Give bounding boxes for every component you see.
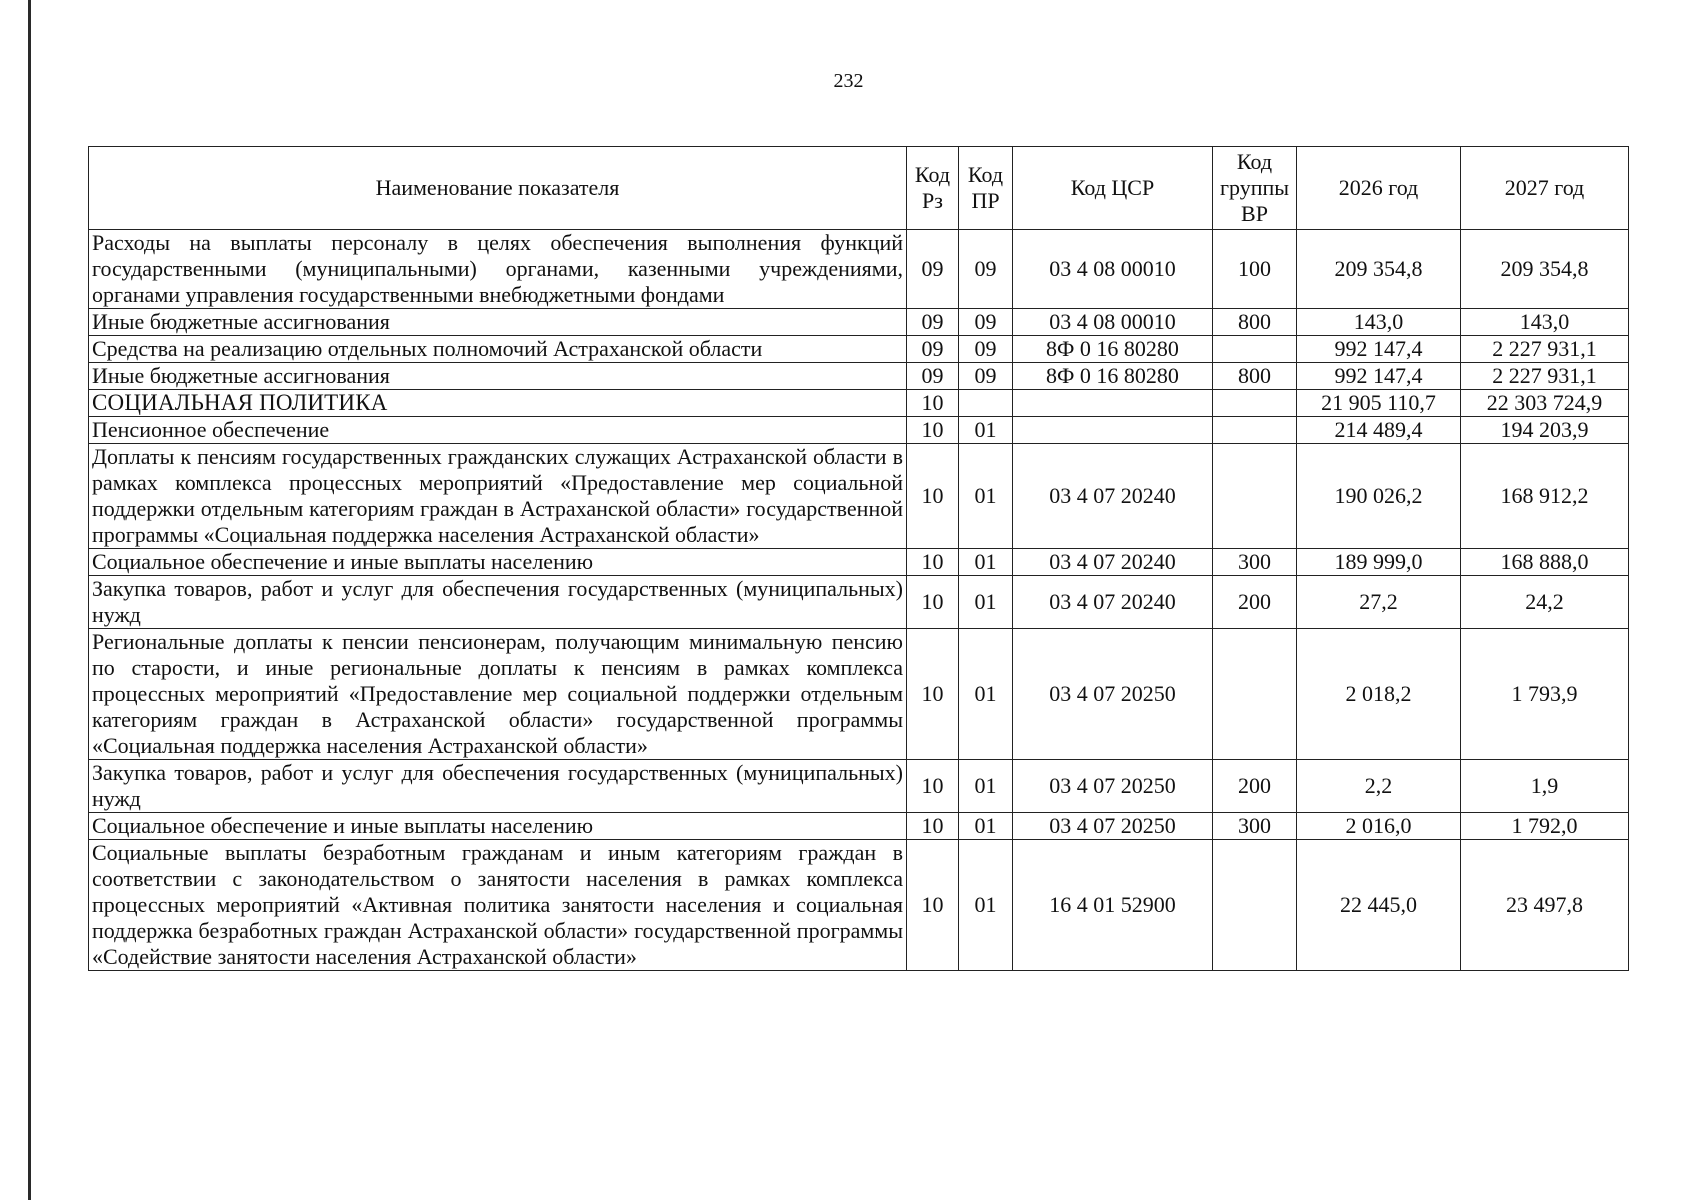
row-name: Иные бюджетные ассигнования: [89, 363, 907, 390]
header-rz: Код Рз: [907, 147, 959, 230]
header-csr: Код ЦСР: [1013, 147, 1213, 230]
row-name: Социальные выплаты безработным гражданам и иным категориям граждан в соответствии с законодательством о занятости населения в рамках комплекса процессных мероприятий «Активная политика занятости населения и социальная поддержка безработных граждан Астраханской области» государственной программы «Содействие занятости населения Астраханской области»: [89, 840, 907, 971]
row-csr: 03 4 07 20240: [1013, 549, 1213, 576]
header-2026: 2026 год: [1297, 147, 1461, 230]
row-rz: 10: [907, 390, 959, 417]
row-name: Региональные доплаты к пенсии пенсионерам, получающим минимальную пенсию по старости, и иные региональные доплаты к пенсиям в рамках комплекса процессных мероприятий «Предоставление мер социальной поддержки отдельным категориям граждан в Астраханской области» государственной программы «Социальная поддержка населения Астраханской области»: [89, 629, 907, 760]
budget-table: [88, 146, 1629, 971]
row-name: Доплаты к пенсиям государственных гражданских служащих Астраханской области в рамках комплекса процессных мероприятий «Предоставление мер социальной поддержки отдельным категориям граждан в Астраханской области» государственной программы «Социальная поддержка населения Астраханской области»: [89, 444, 907, 549]
table-row: [89, 444, 1629, 549]
row-pr: 09: [959, 230, 1013, 309]
row-vr: 800: [1213, 309, 1297, 336]
page-margin-rule: [28, 0, 31, 1200]
row-vr: [1213, 840, 1297, 971]
table-row: [89, 549, 1629, 576]
row-2027: 194 203,9: [1461, 417, 1629, 444]
table-row: [89, 417, 1629, 444]
row-name: Средства на реализацию отдельных полномочий Астраханской области: [89, 336, 907, 363]
row-vr: [1213, 417, 1297, 444]
row-vr: [1213, 336, 1297, 363]
row-2027: 168 888,0: [1461, 549, 1629, 576]
row-2026: 190 026,2: [1297, 444, 1461, 549]
row-pr: 09: [959, 363, 1013, 390]
row-pr: 01: [959, 813, 1013, 840]
table-row: [89, 336, 1629, 363]
row-vr: 100: [1213, 230, 1297, 309]
page-number: 232: [833, 70, 864, 92]
table-header-row: [89, 147, 1629, 230]
row-vr: 300: [1213, 549, 1297, 576]
row-name: Социальное обеспечение и иные выплаты населению: [89, 813, 907, 840]
header-name: Наименование показателя: [89, 147, 907, 230]
row-rz: 09: [907, 309, 959, 336]
row-2027: 1,9: [1461, 760, 1629, 813]
table-row: [89, 629, 1629, 760]
row-2026: 992 147,4: [1297, 363, 1461, 390]
row-vr: 200: [1213, 576, 1297, 629]
row-pr: 01: [959, 576, 1013, 629]
row-2027: 2 227 931,1: [1461, 336, 1629, 363]
row-2026: 992 147,4: [1297, 336, 1461, 363]
header-pr: Код ПР: [959, 147, 1013, 230]
row-2027: 2 227 931,1: [1461, 363, 1629, 390]
row-rz: 10: [907, 629, 959, 760]
row-csr: [1013, 390, 1213, 417]
row-2026: 189 999,0: [1297, 549, 1461, 576]
row-csr: 8Ф 0 16 80280: [1013, 363, 1213, 390]
row-rz: 10: [907, 840, 959, 971]
row-2026: 2,2: [1297, 760, 1461, 813]
header-2027: 2027 год: [1461, 147, 1629, 230]
row-2027: 168 912,2: [1461, 444, 1629, 549]
row-2027: 22 303 724,9: [1461, 390, 1629, 417]
row-csr: 16 4 01 52900: [1013, 840, 1213, 971]
row-2027: 1 793,9: [1461, 629, 1629, 760]
row-2027: 1 792,0: [1461, 813, 1629, 840]
row-vr: 800: [1213, 363, 1297, 390]
row-rz: 10: [907, 444, 959, 549]
row-vr: 300: [1213, 813, 1297, 840]
row-csr: 03 4 08 00010: [1013, 309, 1213, 336]
row-pr: 01: [959, 840, 1013, 971]
row-name: Закупка товаров, работ и услуг для обеспечения государственных (муниципальных) нужд: [89, 760, 907, 813]
row-csr: 03 4 07 20250: [1013, 813, 1213, 840]
table-row: [89, 576, 1629, 629]
row-2026: 209 354,8: [1297, 230, 1461, 309]
table-row: [89, 309, 1629, 336]
row-2026: 27,2: [1297, 576, 1461, 629]
row-pr: 01: [959, 760, 1013, 813]
row-vr: [1213, 390, 1297, 417]
row-2027: 23 497,8: [1461, 840, 1629, 971]
row-vr: [1213, 444, 1297, 549]
row-name: Иные бюджетные ассигнования: [89, 309, 907, 336]
row-2027: 143,0: [1461, 309, 1629, 336]
row-rz: 09: [907, 336, 959, 363]
row-rz: 10: [907, 813, 959, 840]
table-row: [89, 840, 1629, 971]
table-row: [89, 230, 1629, 309]
row-csr: 8Ф 0 16 80280: [1013, 336, 1213, 363]
row-rz: 09: [907, 363, 959, 390]
row-pr: 01: [959, 629, 1013, 760]
row-rz: 10: [907, 417, 959, 444]
table-row: [89, 363, 1629, 390]
row-csr: 03 4 08 00010: [1013, 230, 1213, 309]
row-csr: 03 4 07 20250: [1013, 629, 1213, 760]
table-row: [89, 813, 1629, 840]
row-2027: 24,2: [1461, 576, 1629, 629]
table-row: [89, 760, 1629, 813]
row-rz: 10: [907, 760, 959, 813]
row-csr: 03 4 07 20240: [1013, 576, 1213, 629]
row-rz: 09: [907, 230, 959, 309]
row-2026: 2 018,2: [1297, 629, 1461, 760]
row-pr: 01: [959, 417, 1013, 444]
row-pr: [959, 390, 1013, 417]
row-2026: 21 905 110,7: [1297, 390, 1461, 417]
row-name: СОЦИАЛЬНАЯ ПОЛИТИКА: [89, 390, 907, 417]
row-name: Пенсионное обеспечение: [89, 417, 907, 444]
row-vr: 200: [1213, 760, 1297, 813]
row-pr: 09: [959, 309, 1013, 336]
row-pr: 01: [959, 444, 1013, 549]
row-rz: 10: [907, 549, 959, 576]
row-pr: 09: [959, 336, 1013, 363]
row-name: Социальное обеспечение и иные выплаты населению: [89, 549, 907, 576]
row-2026: 214 489,4: [1297, 417, 1461, 444]
row-vr: [1213, 629, 1297, 760]
row-csr: 03 4 07 20240: [1013, 444, 1213, 549]
row-2026: 143,0: [1297, 309, 1461, 336]
row-csr: [1013, 417, 1213, 444]
row-2026: 2 016,0: [1297, 813, 1461, 840]
row-name: Закупка товаров, работ и услуг для обеспечения государственных (муниципальных) нужд: [89, 576, 907, 629]
header-vr: Код группы ВР: [1213, 147, 1297, 230]
table-row-section: [89, 390, 1629, 417]
row-csr: 03 4 07 20250: [1013, 760, 1213, 813]
row-2026: 22 445,0: [1297, 840, 1461, 971]
row-2027: 209 354,8: [1461, 230, 1629, 309]
row-rz: 10: [907, 576, 959, 629]
row-name: Расходы на выплаты персоналу в целях обеспечения выполнения функций государственными (муниципальными) органами, казенными учреждениями, органами управления государственными внебюджетными фондами: [89, 230, 907, 309]
row-pr: 01: [959, 549, 1013, 576]
